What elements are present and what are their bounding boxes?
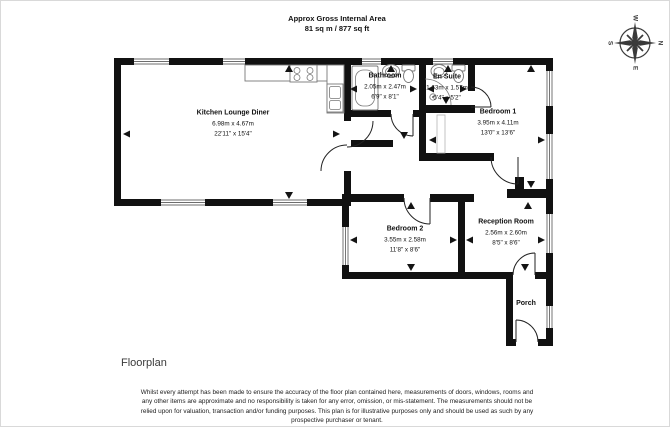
disclaimer-line: Whilst every attempt has been made to ensure the accuracy of the floor plan contained here, measurements of doors, windows, rooms and xyxy=(140,389,534,396)
compass-south-label: S xyxy=(606,40,614,46)
bedroom1-wardrobe xyxy=(437,115,445,153)
title-block xyxy=(237,14,437,34)
disclaimer-line: any other items are approximate and no responsibility is taken for any error, omission, or mis-statement. The measurements should not be xyxy=(141,398,533,406)
page-title: Approx Gross Internal Area xyxy=(288,14,386,23)
compass-east-label: E xyxy=(631,65,639,71)
window-kitchen-bottom-2 xyxy=(273,199,307,206)
room-label-bedroom1: Bedroom 1 3.95m x 4.11m 13'0" x 13'6" xyxy=(477,108,519,137)
porch-entrance-door xyxy=(516,320,538,342)
window-ensuite xyxy=(433,58,453,65)
compass-west-label: W xyxy=(631,14,639,22)
page-subtitle: 81 sq m / 877 sq ft xyxy=(304,24,370,33)
room-label-bathroom: Bathroom 2.05m x 2.47m 6'9" x 8'1" xyxy=(364,72,406,101)
room-label-kitchen: Kitchen Lounge Diner 6.98m x 4.67m 22'11" x 15'4" xyxy=(196,109,270,138)
window-bedroom2 xyxy=(342,227,349,265)
window-porch xyxy=(546,306,553,328)
window-kitchen-top-2 xyxy=(223,58,245,65)
room-label-bedroom2: Bedroom 2 3.55m x 2.58m 11'8" x 8'6" xyxy=(384,225,426,254)
window-bedroom1-right-2 xyxy=(546,134,553,179)
compass-rose xyxy=(607,15,664,71)
window-kitchen-bottom-1 xyxy=(161,199,205,206)
bedroom1-door xyxy=(491,157,518,184)
room-label-porch: Porch xyxy=(516,299,536,307)
window-bedroom1-right-1 xyxy=(546,71,553,106)
window-bathroom xyxy=(362,58,381,65)
floorplan-drawing xyxy=(1,1,670,427)
bedroom2-door xyxy=(404,198,430,224)
window-kitchen-top-1 xyxy=(134,58,169,65)
room-label-reception: Reception Room 2.56m x 2.60m 8'5" x 8'6" xyxy=(478,218,534,247)
disclaimer-block xyxy=(65,388,609,425)
kitchen-fixtures xyxy=(245,65,344,113)
window-reception xyxy=(546,214,553,253)
disclaimer-line: relied upon for valuation, transaction and/or funding purposes. This plan is for illustrative purposes only and should be used as such by any xyxy=(140,407,534,415)
kitchen-sink xyxy=(327,84,343,112)
disclaimer-line: prospective purchaser or tenant. xyxy=(291,416,383,424)
compass-north-label: N xyxy=(656,40,664,46)
room-label-ensuite: En Suite 1.63m x 1.57m 5'4" x 5'2" xyxy=(426,73,468,102)
stove xyxy=(290,65,317,82)
floorplan-caption: Floorplan xyxy=(121,357,167,369)
